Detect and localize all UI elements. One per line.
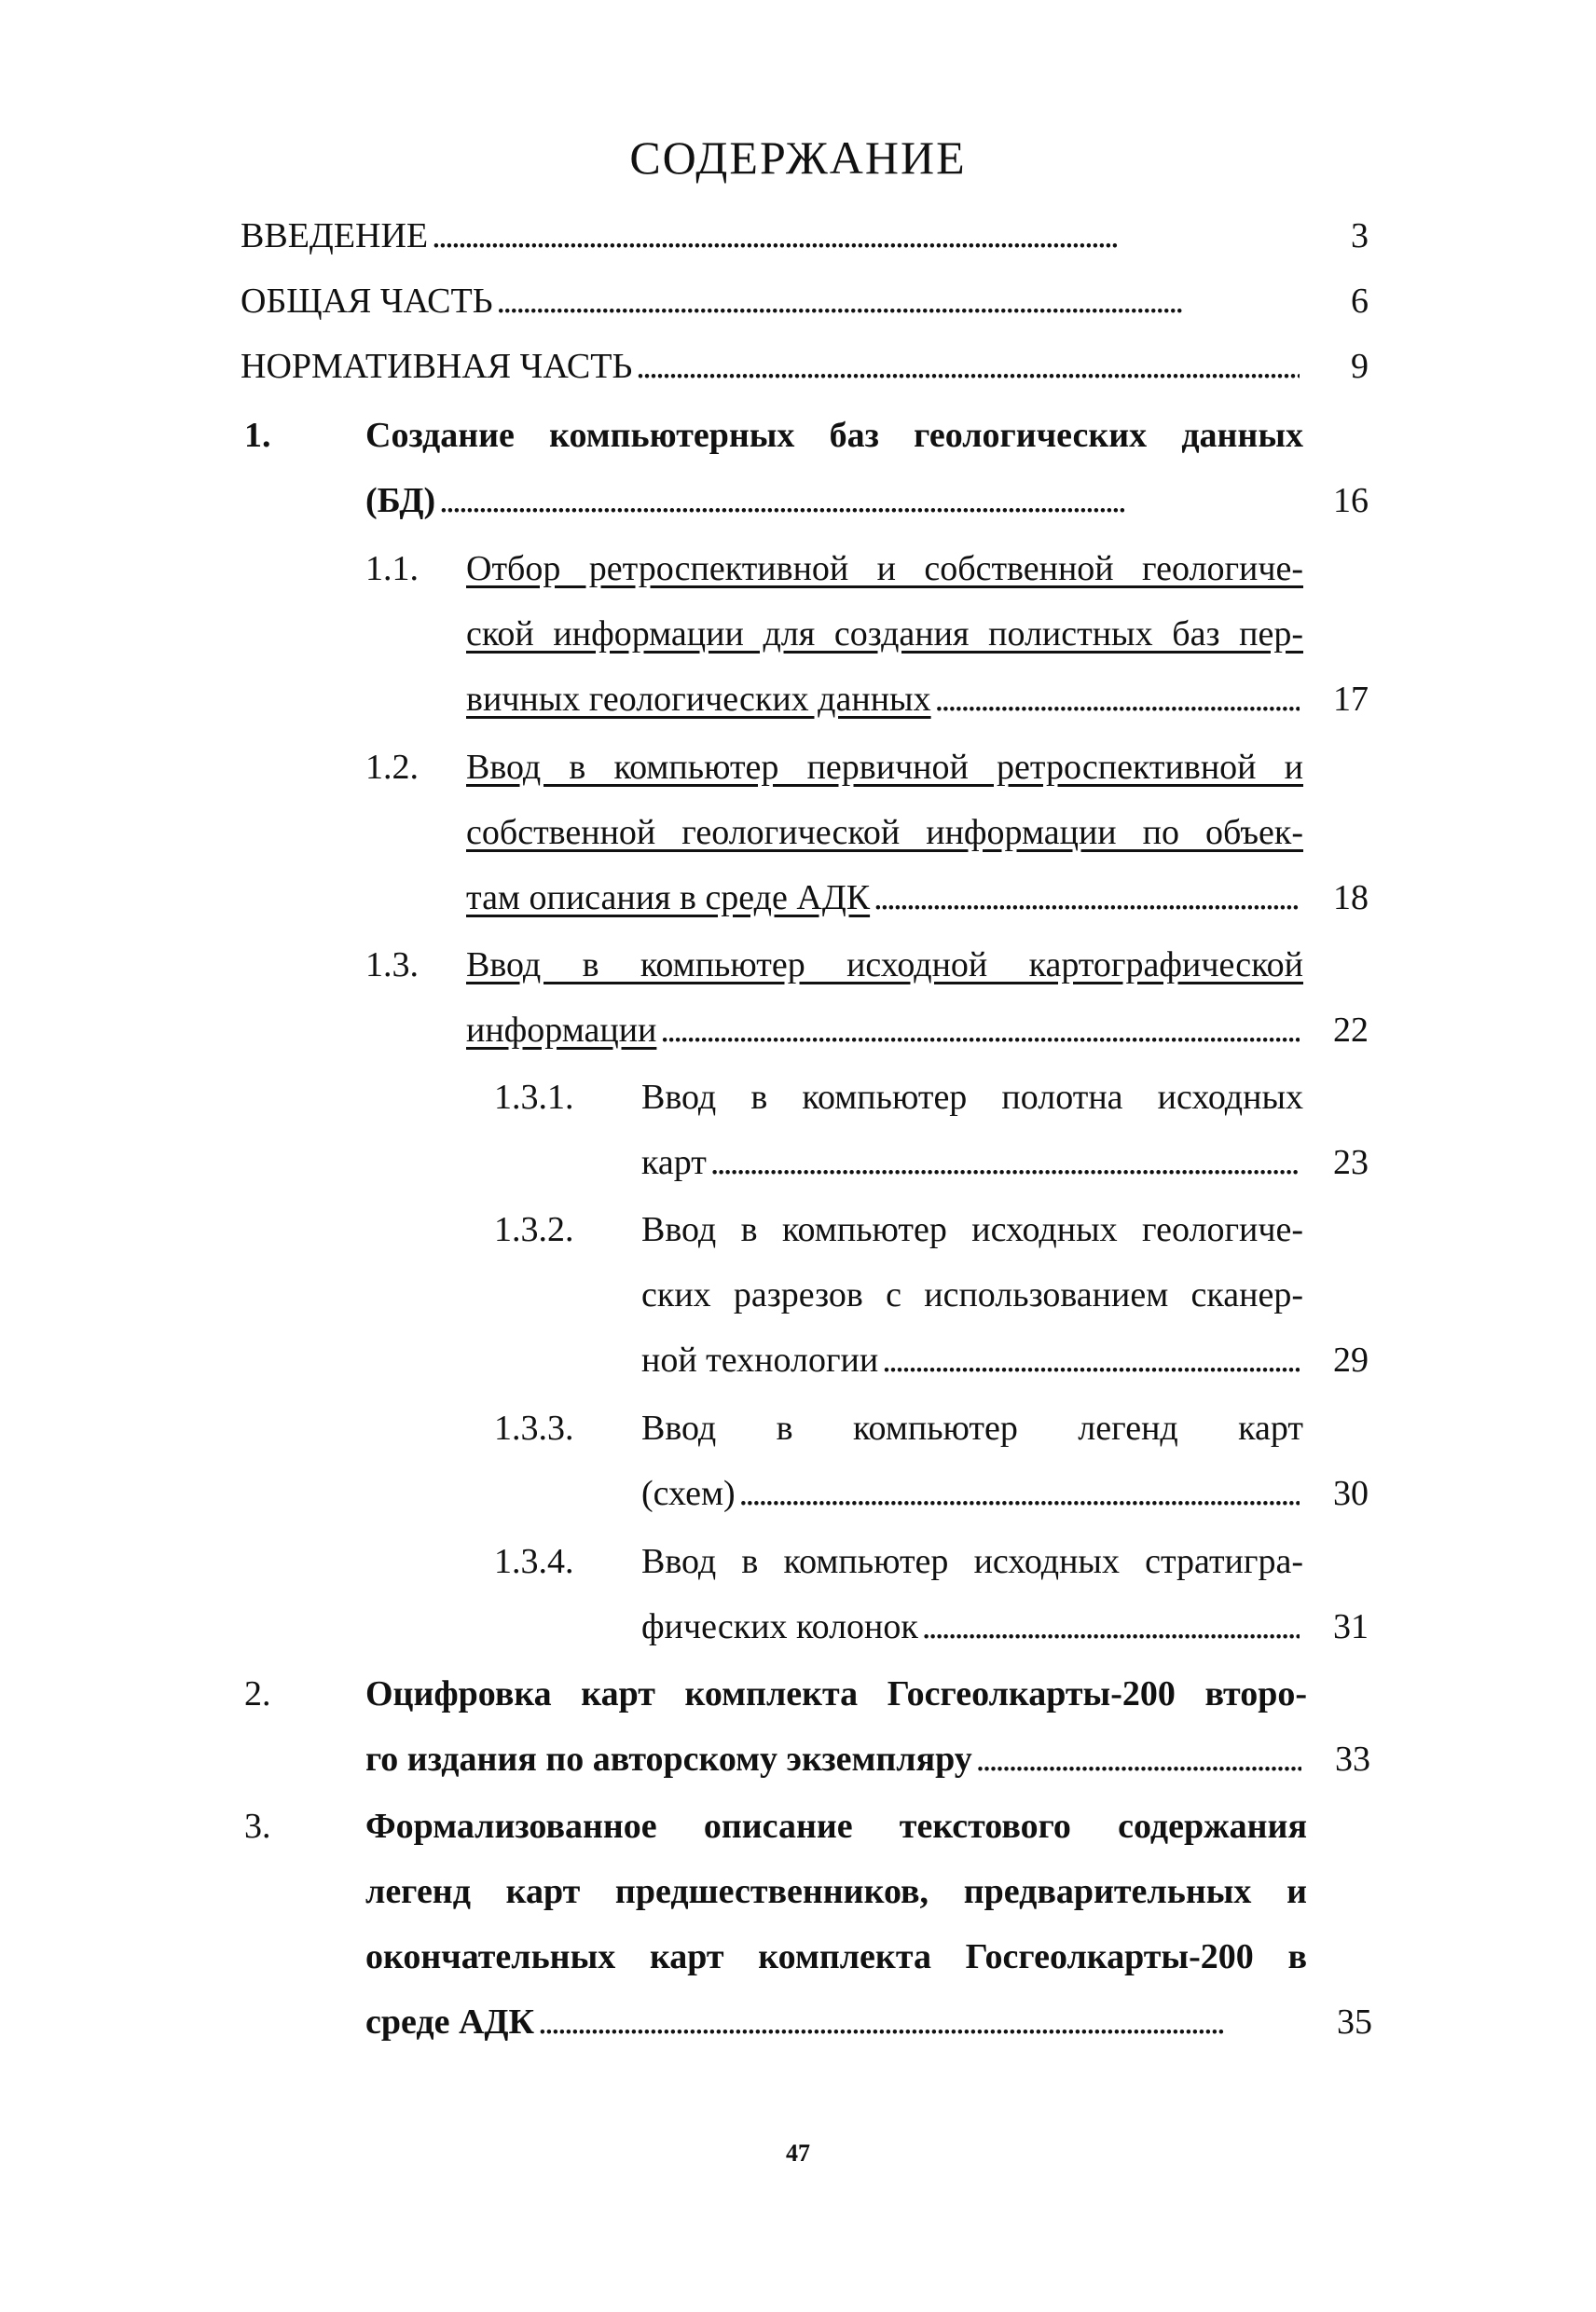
subsubsection-title-last-line[interactable] — [641, 1130, 1369, 1195]
leader-dots — [538, 1989, 1303, 2055]
subsubsection-title-line[interactable]: Ввод в компьютер исходных стратигра- — [641, 1542, 1303, 1581]
subsection-title-last-line[interactable] — [466, 865, 1369, 930]
toc-entry-page: 23 — [1333, 1143, 1369, 1182]
leader-dots — [935, 667, 1300, 732]
subsubsection-title-text: фических колонок — [641, 1607, 918, 1646]
toc-entry-page: 29 — [1333, 1341, 1369, 1380]
subsection-title-last-line[interactable] — [466, 667, 1369, 732]
subsubsection-number: 1.3.4. — [494, 1542, 574, 1581]
subsubsection-title-line[interactable]: ских разрезов с использованием сканер- — [641, 1275, 1303, 1314]
toc-entry[interactable] — [241, 334, 1369, 399]
subsection-number: 1.1. — [365, 549, 419, 588]
subsubsection-title-text: карт — [641, 1143, 707, 1182]
subsection-title-text: информации — [466, 1011, 657, 1050]
section-title-line[interactable]: Оцифровка карт комплекта Госгеолкарты-200 второ- — [365, 1674, 1307, 1713]
section-number: 2. — [244, 1674, 271, 1713]
subsection-title-text: там описания в среде АДК — [466, 878, 871, 917]
leader-dots — [922, 1594, 1300, 1659]
toc-entry-page: 35 — [1337, 2002, 1372, 2042]
leader-dots — [432, 203, 1300, 268]
toc-entry-page: 22 — [1333, 1011, 1369, 1050]
toc-entry-label: ВВЕДЕНИЕ — [241, 216, 429, 255]
subsubsection-title-text: ной технологии — [641, 1341, 879, 1380]
toc-entry-page: 3 — [1351, 216, 1369, 255]
subsection-number: 1.3. — [365, 945, 419, 984]
subsubsection-title-line[interactable]: Ввод в компьютер легенд карт — [641, 1409, 1303, 1448]
page-number-footer: 47 — [786, 2140, 810, 2167]
subsection-title-last-line[interactable] — [466, 998, 1369, 1063]
subsubsection-title-line[interactable]: Ввод в компьютер исходных геологиче- — [641, 1210, 1303, 1249]
leader-dots — [636, 334, 1300, 399]
subsection-title-line[interactable]: ской информации для создания полистных баз пер- — [466, 614, 1303, 654]
subsubsection-title-last-line[interactable] — [641, 1461, 1369, 1526]
page-title: СОДЕРЖАНИЕ — [629, 131, 967, 184]
leader-dots — [882, 1328, 1300, 1393]
leader-dots — [497, 268, 1300, 334]
toc-entry-page: 31 — [1333, 1607, 1369, 1646]
subsection-title-line[interactable]: Ввод в компьютер исходной картографической — [466, 945, 1303, 984]
subsection-title-line[interactable]: Ввод в компьютер первичной ретроспективной и — [466, 748, 1303, 787]
section-title-text: (БД) — [365, 481, 436, 520]
subsubsection-number: 1.3.2. — [494, 1210, 574, 1249]
section-title-line[interactable]: легенд карт предшественников, предварительных и — [365, 1872, 1307, 1911]
leader-dots — [439, 468, 1300, 533]
toc-entry-page: 17 — [1333, 680, 1369, 719]
subsubsection-title-text: (схем) — [641, 1474, 736, 1513]
toc-entry-page: 18 — [1333, 878, 1369, 917]
section-title-line[interactable]: Формализованное описание текстового содержания — [365, 1807, 1307, 1846]
subsection-title-line[interactable]: собственной геологической информации по объек- — [466, 813, 1303, 852]
toc-entry[interactable] — [241, 203, 1369, 268]
section-title-line[interactable]: окончательных карт комплекта Госгеолкарты-200 в — [365, 1937, 1307, 1976]
subsection-title-text: вичных геологических данных — [466, 680, 931, 719]
section-title-line[interactable]: Создание компьютерных баз геологических данных — [365, 416, 1303, 455]
leader-dots — [660, 998, 1300, 1063]
toc-entry-page: 33 — [1335, 1740, 1370, 1779]
toc-entry-page: 6 — [1351, 282, 1369, 321]
toc-entry-page: 16 — [1333, 481, 1369, 520]
subsubsection-title-line[interactable]: Ввод в компьютер полотна исходных — [641, 1078, 1303, 1117]
section-title-last-line[interactable] — [365, 1727, 1370, 1792]
section-title-last-line[interactable] — [365, 468, 1369, 533]
toc-entry-page: 30 — [1333, 1474, 1369, 1513]
leader-dots — [976, 1727, 1301, 1792]
subsection-title-line[interactable]: Отбор ретроспективной и собственной геологиче- — [466, 549, 1303, 588]
section-number: 3. — [244, 1807, 271, 1846]
subsubsection-title-last-line[interactable] — [641, 1594, 1369, 1659]
subsubsection-number: 1.3.1. — [494, 1078, 574, 1117]
toc-entry-label: НОРМАТИВНАЯ ЧАСТЬ — [241, 347, 633, 386]
toc-entry-label: ОБЩАЯ ЧАСТЬ — [241, 282, 493, 321]
toc-entry[interactable] — [241, 268, 1369, 334]
toc-entry-page: 9 — [1351, 347, 1369, 386]
leader-dots — [874, 865, 1300, 930]
leader-dots — [710, 1130, 1300, 1195]
leader-dots — [739, 1461, 1300, 1526]
subsection-number: 1.2. — [365, 748, 419, 787]
section-title-text: го издания по авторскому экземпляру — [365, 1740, 972, 1779]
subsubsection-title-last-line[interactable] — [641, 1328, 1369, 1393]
section-title-last-line[interactable] — [365, 1989, 1372, 2055]
section-title-text: среде АДК — [365, 2002, 535, 2042]
subsubsection-number: 1.3.3. — [494, 1409, 574, 1448]
section-number: 1. — [244, 416, 271, 455]
